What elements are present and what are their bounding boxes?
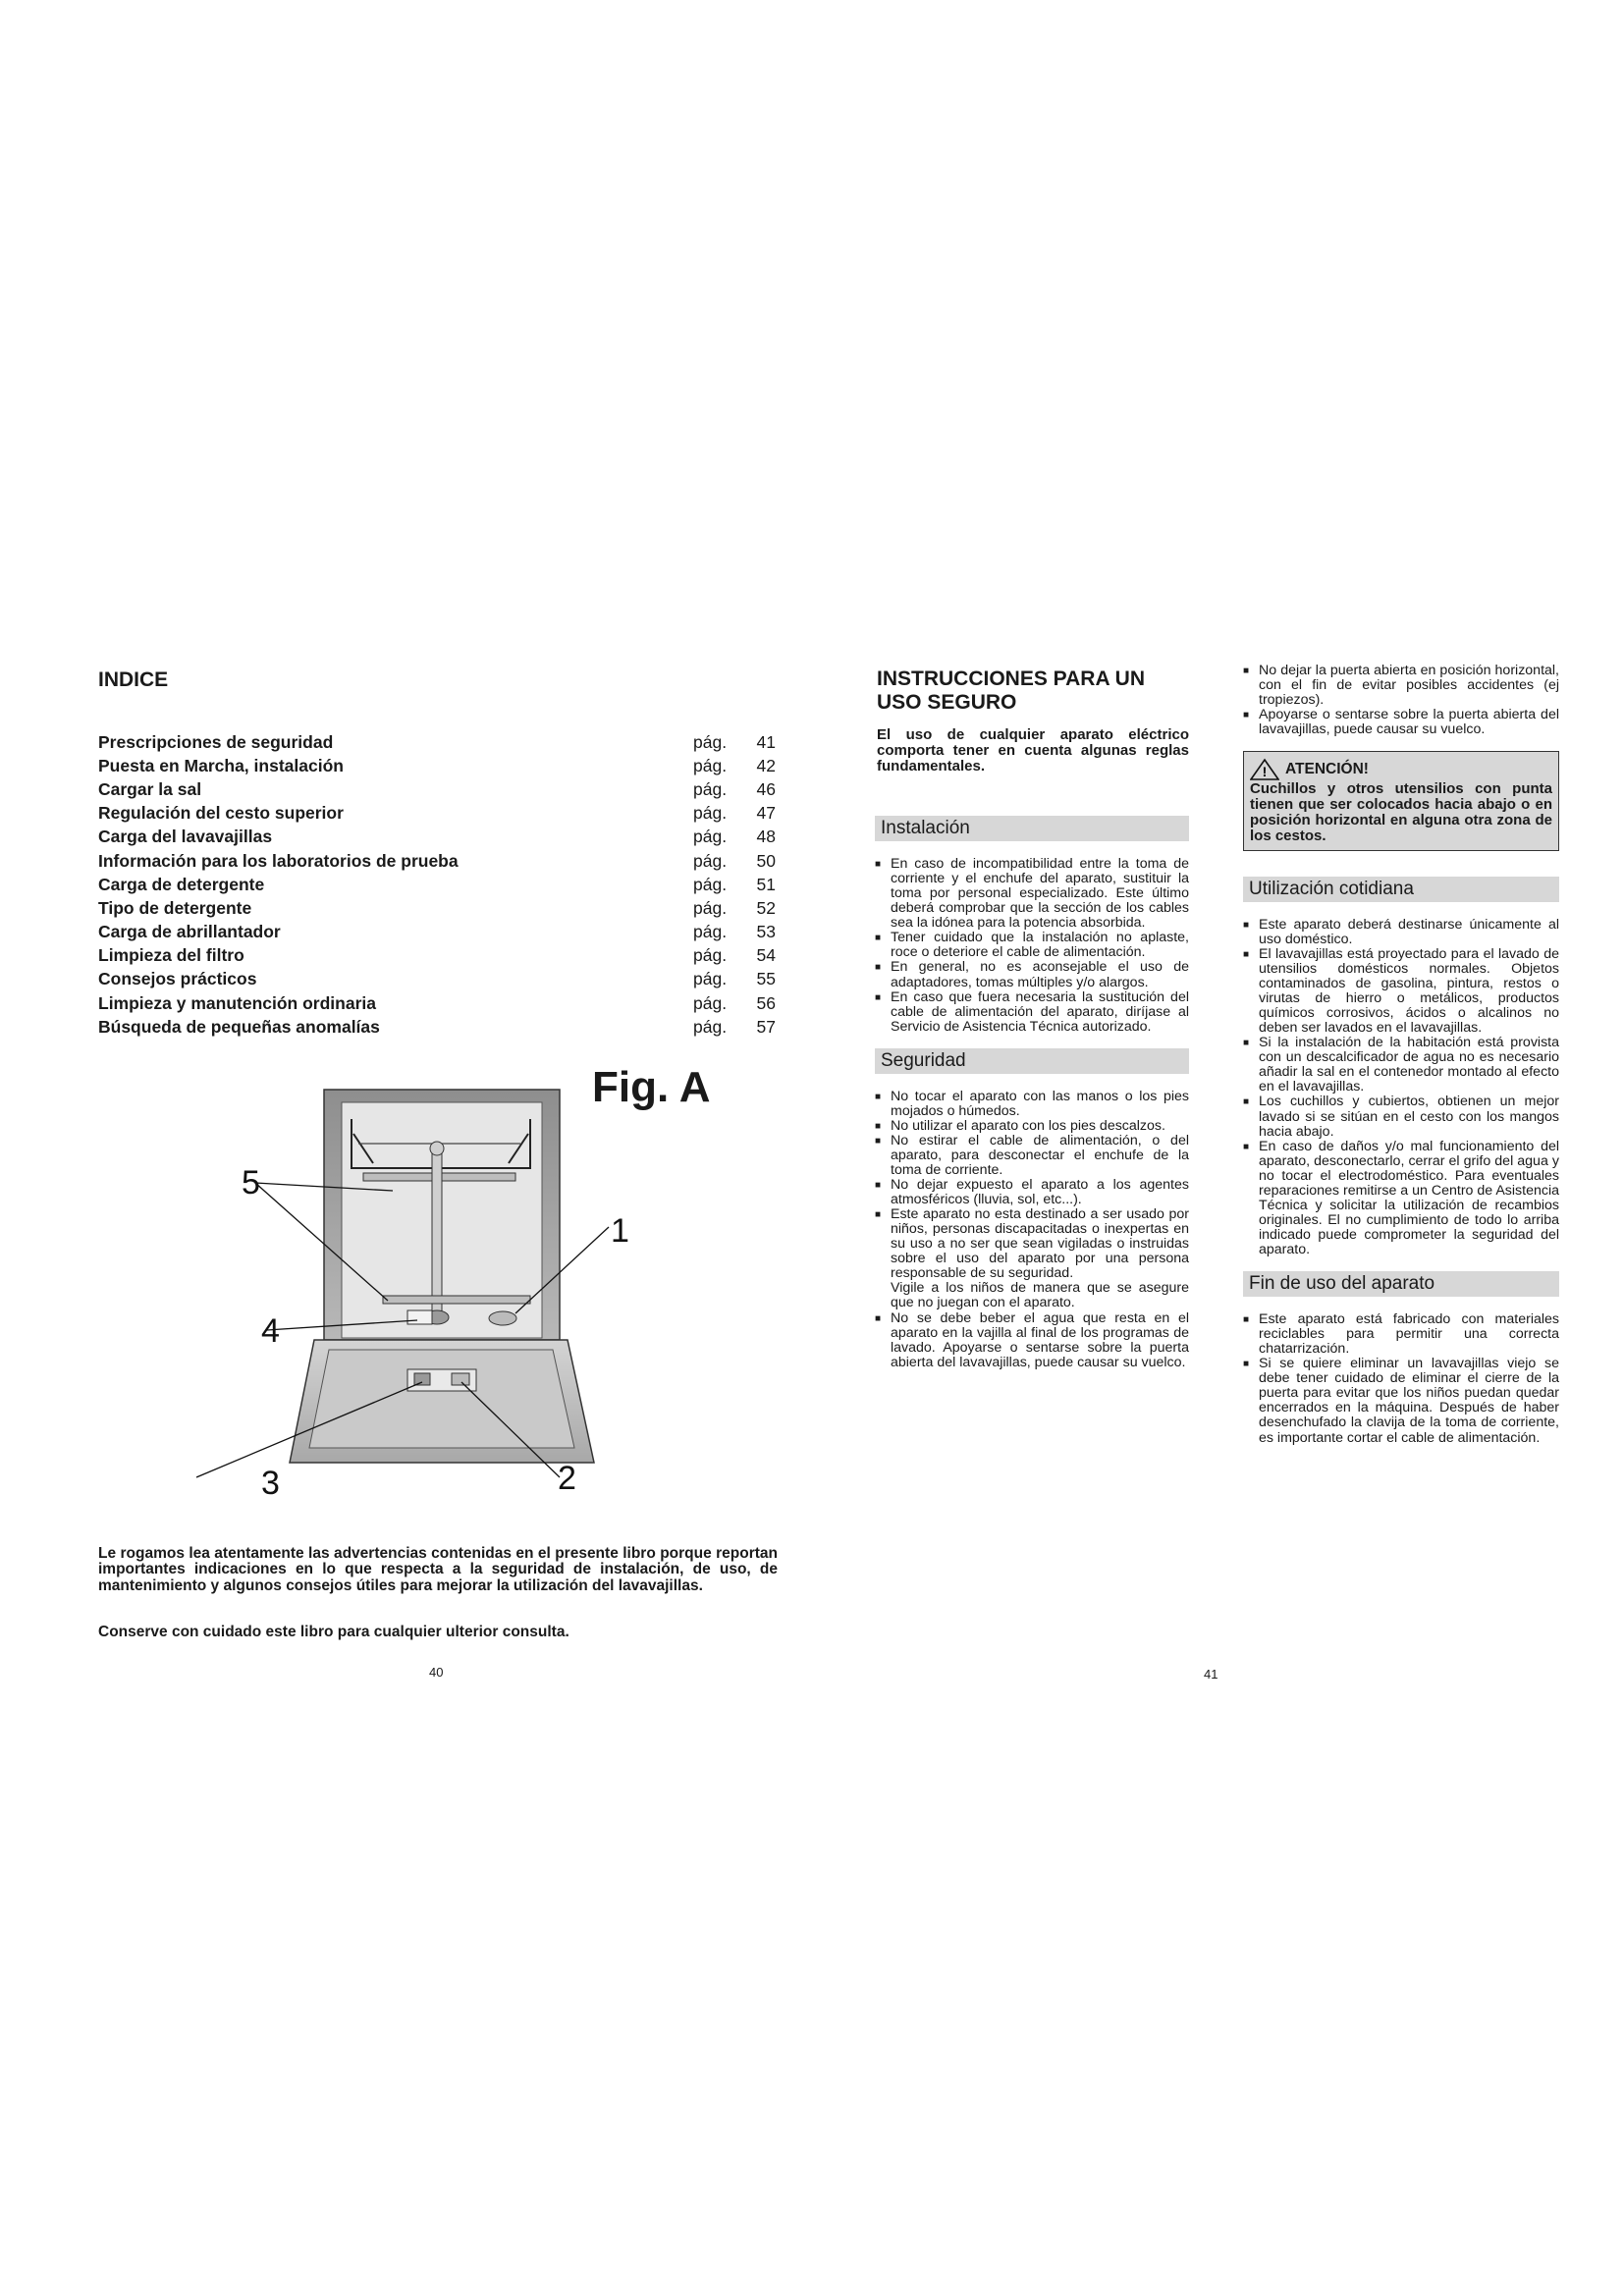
list-item: ■ No dejar la puerta abierta en posición horizontal, con el fin de evitar posibles accidentes (ej tropiezos).: [1243, 664, 1559, 708]
list-item: ■ Apoyarse o sentarse sobre la puerta abierta del lavavajillas, puede causar su vuelco.: [1243, 708, 1559, 737]
list-item: ■ No estirar el cable de alimentación, o del aparato, para desconectar el enchufe de la toma de corriente.: [875, 1134, 1189, 1178]
toc-row[interactable]: Información para los laboratorios de prueba pág. 50: [98, 850, 776, 871]
toc-row[interactable]: Limpieza del filtro pág. 54: [98, 945, 776, 966]
section-fin-title: Fin de uso del aparato: [1243, 1271, 1559, 1297]
column-instalacion-seguridad: [875, 816, 1189, 1370]
list-item: ■ Si la instalación de la habitación está provista con un descalcificador de agua no es necesario añadir la sal en el contenedor montado al efecto en el lavavajillas.: [1243, 1036, 1559, 1095]
toc-row[interactable]: Consejos prácticos pág. 55: [98, 969, 776, 989]
toc-row[interactable]: Búsqueda de pequeñas anomalías pág. 57: [98, 1016, 776, 1037]
safety-intro: El uso de cualquier aparato eléctrico comporta tener en cuenta algunas reglas fundamentales.: [877, 726, 1189, 774]
warning-triangle-icon: [1250, 758, 1279, 781]
svg-text:!: !: [1262, 764, 1268, 780]
toc-row[interactable]: Limpieza y manutención ordinaria pág. 56: [98, 992, 776, 1013]
page-number-left: 40: [429, 1665, 444, 1680]
page-number-right: 41: [1204, 1667, 1218, 1682]
reading-advice: Le rogamos lea atentamente las advertencias contenidas en el presente libro porque reportan importantes indicaciones en lo que respecta a la seguridad de instalación, de uso, de mantenimiento y algunos consejos útiles para mejorar la utilización del lavavajillas.: [98, 1545, 778, 1594]
section-utilizacion-title: Utilización cotidiana: [1243, 877, 1559, 902]
list-item: ■ El lavavajillas está proyectado para el lavado de utensilios domésticos normales. Objetos contaminados de gasolina, pintura, restos o virutas de hierro o metálicos, productos químicos corrosivos, ácidos o alcalinos no deben ser lavados en el lavavajillas.: [1243, 947, 1559, 1036]
conserve-note: Conserve con cuidado este libro para cualquier ulterior consulta.: [98, 1624, 569, 1640]
toc-row[interactable]: Prescripciones de seguridad pág. 41: [98, 731, 776, 752]
callout-1: 1: [611, 1212, 629, 1250]
toc-row[interactable]: Carga del lavavajillas pág. 48: [98, 827, 776, 847]
list-item: ■ Si se quiere eliminar un lavavajillas viejo se debe tener cuidado de eliminar el cierre de la puerta para evitar que los niños puedan quedar encerrados en la máquina. Después de haber desenchufado la clavija de la toma de corriente, es importante cortar el cable de alimentación.: [1243, 1357, 1559, 1445]
list-item: ■ En general, no es aconsejable el uso de adaptadores, tomas múltiples y/o alargos.: [875, 960, 1189, 989]
table-of-contents: [98, 730, 776, 1039]
list-item: ■ Este aparato deberá destinarse únicamente al uso doméstico.: [1243, 918, 1559, 947]
callout-4: 4: [261, 1312, 280, 1350]
list-item: ■ En caso que fuera necesaria la sustitución del cable de alimentación del aparato, diríjase al Servicio de Asistencia Técnica autorizado.: [875, 990, 1189, 1035]
list-item: ■ En caso de incompatibilidad entre la toma de corriente y el enchufe del aparato, sustituir la toma por personal especializado. Este último deberá comprobar que la sección de los cables sea la idónea para la potencia absorbida.: [875, 857, 1189, 931]
list-item: ■ No utilizar el aparato con los pies descalzos.: [875, 1119, 1189, 1134]
list-item: ■ En caso de daños y/o mal funcionamiento del aparato, desconectarlo, cerrar el grifo del agua y no tocar el electrodoméstico. Para eventuales reparaciones remitirse a un Centro de Asistencia Técnica y solicitar la utilización de recambios originales. El no cumplimiento de todo lo arriba indicado puede comprometer la seguridad del aparato.: [1243, 1140, 1559, 1257]
callout-2: 2: [558, 1460, 576, 1497]
section-instalacion-title: Instalación: [875, 816, 1189, 841]
list-item: ■ Tener cuidado que la instalación no aplaste, roce o deteriore el cable de alimentación.: [875, 931, 1189, 960]
callout-5: 5: [242, 1164, 260, 1201]
list-item: ■ Este aparato no esta destinado a ser usado por niños, personas discapacitadas o inexpertas en su uso a no ser que sean vigiladas o instruidas sobre el uso del aparato por una persona responsable de su seguridad.: [875, 1207, 1189, 1281]
toc-row[interactable]: Tipo de detergente pág. 52: [98, 897, 776, 918]
list-item: ■ No se debe beber el agua que resta en el aparato en la vajilla al final de los programas de lavado. Apoyarse o sentarse sobre la puerta abierta del lavavajillas, puede causar su vuelco.: [875, 1311, 1189, 1370]
toc-row[interactable]: Regulación del cesto superior pág. 47: [98, 803, 776, 824]
list-item: ■ Los cuchillos y cubiertos, obtienen un mejor lavado si se sitúan en el cesto con los mangos hacia abajo.: [1243, 1095, 1559, 1139]
warning-box: [1243, 751, 1559, 851]
dishwasher-illustration: [196, 1075, 638, 1517]
toc-row[interactable]: Puesta en Marcha, instalación pág. 42: [98, 755, 776, 775]
list-item: ■ No tocar el aparato con las manos o los pies mojados o húmedos.: [875, 1090, 1189, 1119]
safety-heading: INSTRUCCIONES PARA UN USO SEGURO: [877, 667, 1146, 715]
list-item: ■ Este aparato está fabricado con materiales reciclables para permitir una correcta chatarrización.: [1243, 1312, 1559, 1357]
column-utilizacion-fin: [1243, 664, 1559, 1446]
warning-text: Cuchillos y otros utensilios con punta tienen que ser colocados hacia abajo o en posición horizontal en alguna otra zona de los cestos.: [1250, 780, 1552, 844]
toc-row[interactable]: Carga de detergente pág. 51: [98, 874, 776, 894]
toc-row[interactable]: Carga de abrillantador pág. 53: [98, 922, 776, 942]
warning-title: ATENCIÓN!: [1285, 761, 1369, 778]
toc-row[interactable]: Cargar la sal pág. 46: [98, 778, 776, 799]
section-seguridad-title: Seguridad: [875, 1048, 1189, 1074]
figure-label: Fig. A: [592, 1063, 711, 1111]
list-item: ■ No dejar expuesto el aparato a los agentes atmosféricos (lluvia, sol, etc...).: [875, 1178, 1189, 1207]
index-heading: INDICE: [98, 668, 169, 691]
list-item-continuation: Vigile a los niños de manera que se asegure que no juegan con el aparato.: [891, 1280, 1189, 1311]
callout-3: 3: [261, 1465, 280, 1502]
